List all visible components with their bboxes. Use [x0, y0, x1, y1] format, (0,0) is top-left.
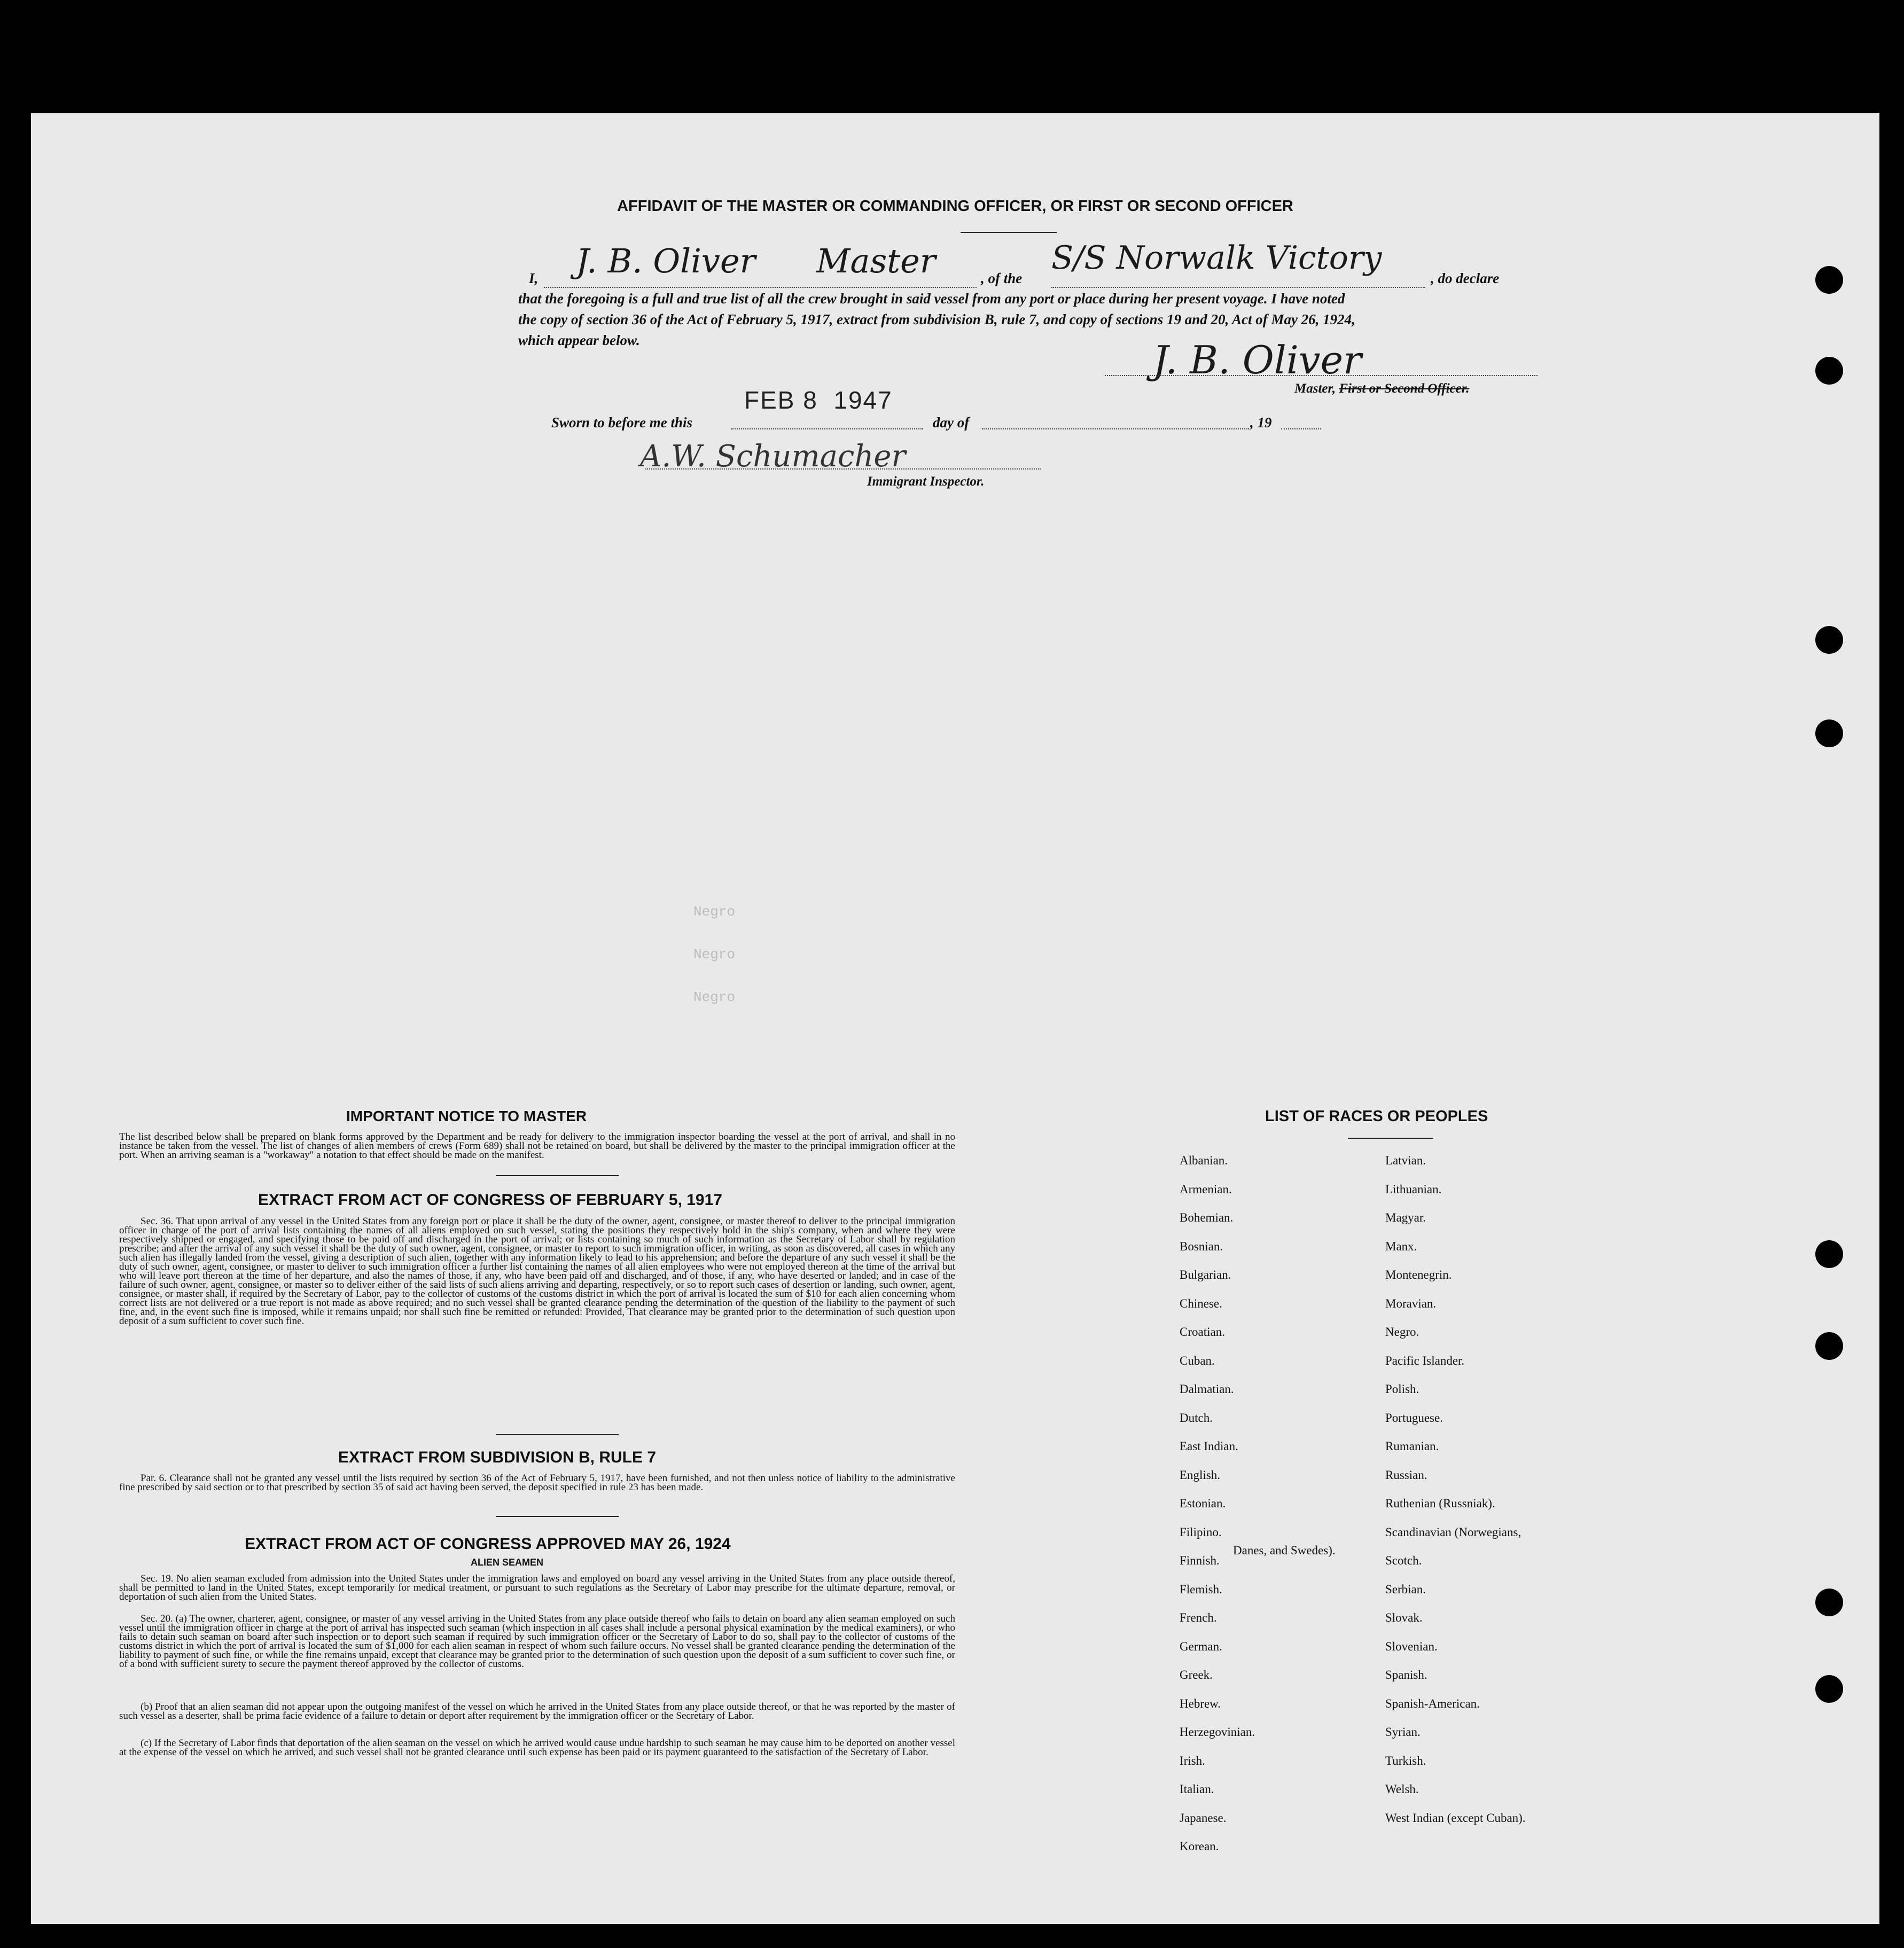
race-item: Slovenian.: [1385, 1639, 1438, 1653]
race-item: Flemish.: [1180, 1582, 1222, 1596]
race-item: Chinese.: [1180, 1296, 1222, 1310]
race-item: Croatian.: [1180, 1325, 1225, 1339]
extract-1924-title: EXTRACT FROM ACT OF CONGRESS APPROVED MAY 26, 1924: [245, 1535, 731, 1553]
affidavit-title: AFFIDAVIT OF THE MASTER OR COMMANDING OFFICER, OR FIRST OR SECOND OFFICER: [617, 198, 1293, 215]
race-item: Pacific Islander.: [1385, 1354, 1465, 1367]
punch-hole: [1815, 1675, 1843, 1703]
race-item: Scotch.: [1385, 1554, 1422, 1567]
affidavit-body-line-2: the copy of section 36 of the Act of February 5, 1917, extract from subdivision B, rule 7, and copy of sections 19 and 20, Act of May 26, 1924,: [518, 311, 1355, 327]
race-item: Danes, and Swedes).: [1233, 1543, 1336, 1557]
extract-1917-title: EXTRACT FROM ACT OF CONGRESS OF FEBRUARY 5, 1917: [258, 1191, 722, 1209]
i-label: I,: [529, 270, 539, 286]
race-item: Spanish.: [1385, 1668, 1427, 1681]
race-item: Moravian.: [1385, 1296, 1437, 1310]
race-item: Japanese.: [1180, 1811, 1227, 1825]
race-item: Syrian.: [1385, 1725, 1421, 1739]
of-the-label: , of the: [981, 270, 1023, 286]
date-stamp: FEB 8 1947: [744, 386, 893, 414]
race-item: English.: [1180, 1468, 1221, 1482]
punch-hole: [1815, 719, 1843, 747]
inspector-title: Immigrant Inspector.: [867, 474, 985, 489]
punch-hole: [1815, 357, 1843, 385]
signer-title-master: Master,: [1294, 381, 1336, 396]
race-item: Scandinavian (Norwegians,: [1385, 1525, 1521, 1539]
race-item: Greek.: [1180, 1668, 1213, 1681]
race-item: French.: [1180, 1611, 1217, 1624]
master-signature: J. B. Oliver: [1153, 338, 1362, 382]
race-item: Herzegovinian.: [1180, 1725, 1255, 1739]
punch-hole: [1815, 1589, 1843, 1616]
inspector-signature: A.W. Schumacher: [640, 439, 906, 474]
vessel-name-handwritten: S/S Norwalk Victory: [1051, 239, 1382, 277]
race-item: Irish.: [1180, 1754, 1205, 1767]
races-title: LIST OF RACES OR PEOPLES: [1265, 1108, 1488, 1125]
race-item: Korean.: [1180, 1840, 1219, 1853]
race-item: Finnish.: [1180, 1554, 1220, 1567]
race-item: Italian.: [1180, 1782, 1214, 1796]
race-item: Rumanian.: [1385, 1440, 1439, 1453]
race-item: Negro.: [1385, 1325, 1419, 1339]
race-item: Armenian.: [1180, 1182, 1232, 1196]
manifest-page: [31, 113, 1879, 1924]
race-item: Bulgarian.: [1180, 1268, 1231, 1281]
race-item: German.: [1180, 1639, 1222, 1653]
race-item: Polish.: [1385, 1382, 1419, 1396]
race-item: Turkish.: [1385, 1754, 1426, 1767]
sec-19-text: Sec. 19. No alien seaman excluded from admission into the United States under the immigration laws and employed on board any vessel arriving in the United States from any place outside thereof, shall be permitted to land in the United States, except temporarily for medical treatment, or pursuant to such regulations as the Secretary of Labor may prescribe for the ultimate departure, removal, or deportation of such alien from the United States.: [119, 1573, 955, 1602]
race-item: Dutch.: [1180, 1411, 1213, 1425]
name-line: [544, 287, 977, 288]
race-item: Spanish-American.: [1385, 1696, 1480, 1710]
rank-handwritten: Master: [816, 241, 936, 280]
day-of-label: day of: [933, 414, 970, 431]
race-item: Cuban.: [1180, 1354, 1215, 1367]
signer-title-struck: First or Second Officer.: [1339, 381, 1470, 396]
sec-20c-text: (c) If the Secretary of Labor finds that deportation of the alien seaman on the vessel on which he arrived would cause undue hardship to such seaman he may cause him to be deported on another vessel at the expense of the vessel on which he arrived, and such vessel shall not be granted clearance until such expense has been paid or its payment guaranteed to the satisfaction of the Secretary of Labor.: [119, 1738, 955, 1758]
rule7-text: Par. 6. Clearance shall not be granted any vessel until the lists required by section 36 of the Act of February 5, 1917, have been furnished, and not then unless notice of liability to the administrative fine prescribed by said section or to that prescribed by section 35 of said act having been served, the deposit specified in rule 23 has been made.: [119, 1473, 955, 1493]
race-item: Estonian.: [1180, 1497, 1226, 1510]
race-item: Slovak.: [1385, 1611, 1423, 1624]
race-item: Dalmatian.: [1180, 1382, 1234, 1396]
race-item: Hebrew.: [1180, 1696, 1221, 1710]
year-label: , 19: [1250, 414, 1272, 431]
bleed-through-text: Negro: [693, 904, 736, 920]
race-item: Bohemian.: [1180, 1211, 1234, 1224]
punch-hole: [1815, 626, 1843, 654]
race-item: Portuguese.: [1385, 1411, 1443, 1425]
race-item: Filipino.: [1180, 1525, 1222, 1539]
signature-line: [1105, 375, 1538, 376]
race-item: Bosnian.: [1180, 1239, 1223, 1253]
master-name-handwritten: J. B. Oliver: [576, 241, 756, 280]
punch-hole: [1815, 1332, 1843, 1360]
race-item: Manx.: [1385, 1239, 1417, 1253]
day-line: [731, 428, 923, 429]
inspector-line: [645, 468, 1041, 470]
sworn-label: Sworn to before me this: [551, 414, 693, 431]
race-item: Montenegrin.: [1385, 1268, 1452, 1281]
notice-text: The list described below shall be prepared on blank forms approved by the Department and be ready for delivery to the immigration inspector boarding the vessel at the port of arrival, and shall in no instance be taken from the vessel. The list of changes of alien members of crews (Form 689) shall not be retained on board, but shall be delivered by the master to the principal immigration officer at the port. When an arriving seaman is a "workaway" a notation to that effect should be made on the manifest.: [119, 1131, 955, 1161]
title-divider: [961, 232, 1057, 233]
rule7-title: EXTRACT FROM SUBDIVISION B, RULE 7: [338, 1449, 657, 1466]
sec-20b-text: (b) Proof that an alien seaman did not appear upon the outgoing manifest of the vessel on which he arrived in the United States from any place outside thereof, or that he was reported by the master of such vessel as a deserter, shall be prima facie evidence of a failure to detain or deport after requirement by the immigration officer or the Secretary of Labor.: [119, 1701, 955, 1722]
bleed-through-text: Negro: [693, 946, 736, 963]
year-line: [1281, 428, 1321, 429]
race-item: Welsh.: [1385, 1782, 1419, 1796]
extract-1924-subtitle: ALIEN SEAMEN: [471, 1557, 544, 1568]
race-item: East Indian.: [1180, 1440, 1238, 1453]
race-item: Ruthenian (Russniak).: [1385, 1497, 1495, 1510]
race-item: Albanian.: [1180, 1154, 1228, 1167]
race-item: Serbian.: [1385, 1582, 1426, 1596]
do-declare-label: , do declare: [1431, 270, 1500, 286]
race-item: West Indian (except Cuban).: [1385, 1811, 1526, 1825]
extract-1917-text: Sec. 36. That upon arrival of any vessel in the United States from any foreign port or place it shall be the duty of the owner, agent, consignee, or master thereof to deliver to the principal immigration officer in charge of the port of arrival lists containing the names of all aliens employed on such vessel, stating the positions they respectively hold in the ship's company, when and where they were respectively shipped or engaged, and specifying those to be paid off and discharged in the port of arrival; or lists containing so much of such information as the Secretary of Labor shall by regulation prescribe; and after the arrival of any such vessel it shall be the duty of such owner, agent, consignee, or master to report to such immigration officer, in writing, as soon as discovered, all cases in which any such alien has illegally landed from the vessel, giving a description of such alien, together with any information likely to lead to his apprehension; and before the departure of any such vessel it shall be the duty of such owner, agent, consignee, or master to deliver to such immigration officer a further list containing the names of all alien employees who were not employed thereon at the time of the arrival but who will leave port thereon at the time of her departure, and also the names of those, if any, who have been paid off and discharged, and of those, if any, who have deserted or landed; and in case of the failure of such owner, agent, consignee, or master so to deliver either of the said lists of such aliens arriving and departing, respectively, or so to report such cases of desertion or landing, such owner, agent, consignee, or master shall, if required by the Secretary of Labor, pay to the collector of customs of the customs district in which the port of arrival is located the sum of $10 for each alien concerning whom correct lists are not delivered or a true report is not made as above required; and no such vessel shall be granted clearance pending the determination of the question of the liability to the payment of such fine, and, in the event such fine is imposed, while it remains unpaid; nor shall such fine be remitted or refunded: Provided, That clearance may be granted prior to the determination of such question upon deposit of a sum sufficient to cover such fine.: [119, 1216, 955, 1327]
month-line: [982, 428, 1249, 429]
extract-1917-divider: [496, 1434, 619, 1435]
punch-hole: [1815, 1240, 1843, 1268]
affidavit-body-line-1: that the foregoing is a full and true list of all the crew brought in said vessel from any port or place during her present voyage. I have noted: [518, 291, 1345, 307]
signer-title: [1294, 378, 1469, 399]
rule7-divider: [496, 1516, 619, 1517]
sec-20a-text: Sec. 20. (a) The owner, charterer, agent, consignee, or master of any vessel arriving in the United States from any place outside thereof who fails to detain on board any alien seaman employed on such vessel until the immigration officer in charge at the port of arrival has inspected such seaman (which inspection in all cases shall include a personal physical examination by the medical examiners), or who fails to detain such seaman on board after such inspection or to deport such seaman if required by such immigration officer or the Secretary of Labor to do so, shall pay to the collector of customs of the customs district in which the port of arrival is located the sum of $1,000 for each alien seaman in respect of whom such failure occurs. No vessel shall be granted clearance pending the determination of the liability to payment of such fine, or while the fine remains unpaid, except that clearance may be granted prior to the determination of such question upon the deposit of a sum sufficient to cover such fine, or of a bond with sufficient surety to secure the payment thereof approved by the collector of customs.: [119, 1613, 955, 1670]
race-item: Russian.: [1385, 1468, 1427, 1482]
race-item: Magyar.: [1385, 1211, 1426, 1224]
affidavit-body-line-3: which appear below.: [518, 332, 640, 348]
vessel-line: [1051, 287, 1425, 288]
races-divider: [1348, 1138, 1433, 1139]
race-item: Latvian.: [1385, 1154, 1426, 1167]
race-item: Lithuanian.: [1385, 1182, 1442, 1196]
notice-divider: [496, 1175, 619, 1176]
bleed-through-text: Negro: [693, 989, 736, 1005]
notice-title: IMPORTANT NOTICE TO MASTER: [346, 1108, 587, 1124]
punch-hole: [1815, 266, 1843, 294]
